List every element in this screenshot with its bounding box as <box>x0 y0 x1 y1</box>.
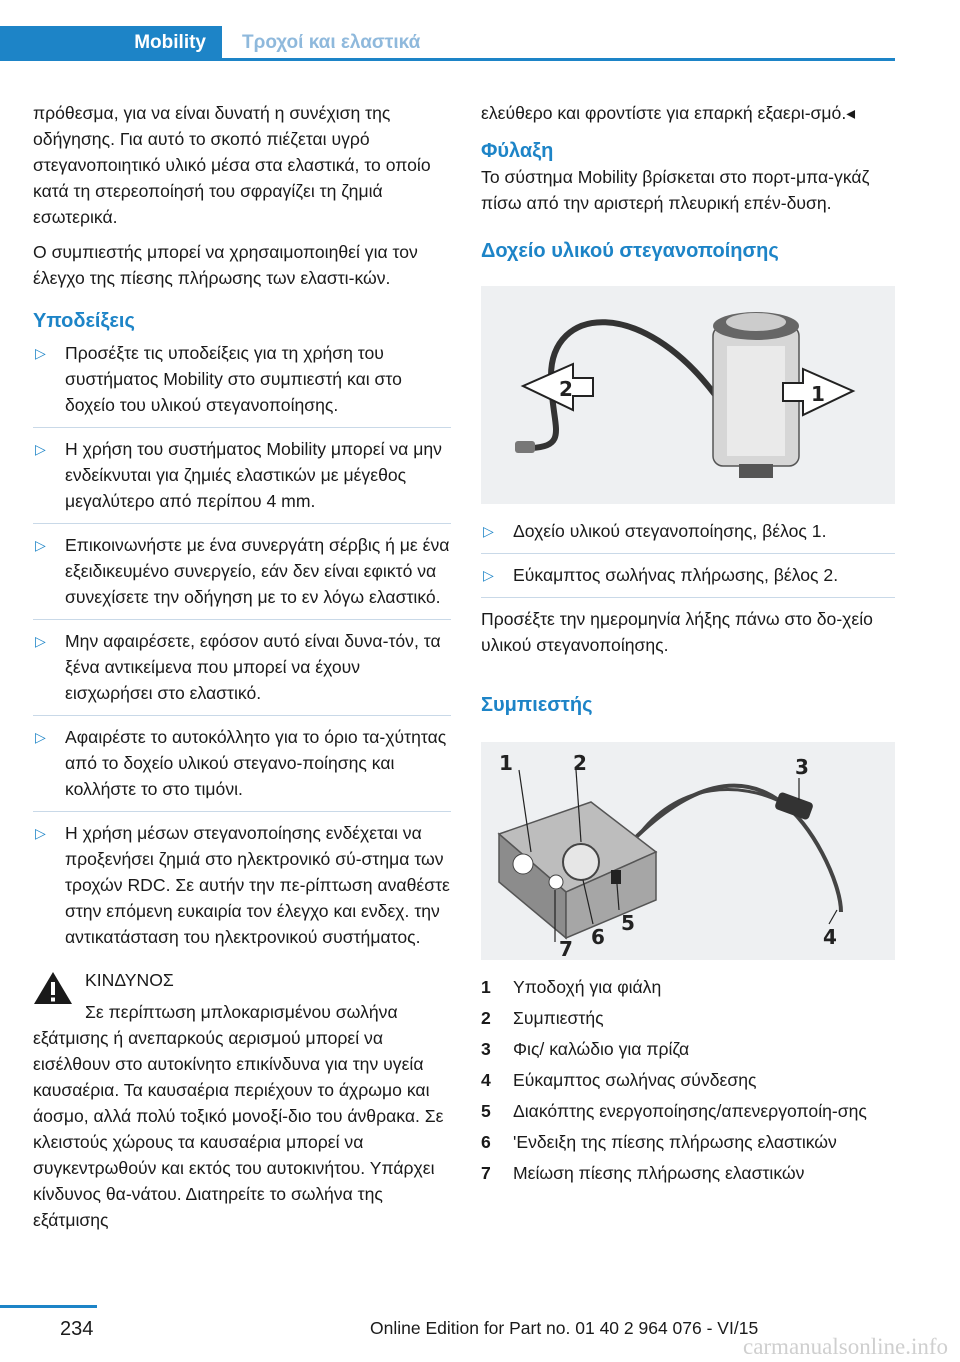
footer-rule <box>0 1305 97 1308</box>
figure-label: 6 <box>591 925 605 949</box>
list-item: ▷ Η χρήση μέσων στεγανοποίησης ενδέχεται να προξενήσει ζημιά στο ηλεκτρονικό σύ-στημα των τροχών RDC. Σε αυτήν την πε-ρίπτωση αναθέστε στην επόμενη ευκαιρία τον έλεγχο και ενδεχ. την αντικατάσταση του ηλεκτρονικού συστήματος. <box>33 820 451 959</box>
right-column <box>481 100 895 1191</box>
storage-text: Το σύστημα Mobility βρίσκεται στο πορτ-μπα-γκάζ πίσω από την αριστερή πλευρική επέν-δυση. <box>481 167 870 213</box>
list-item: ▷ Προσέξτε τις υποδείξεις για τη χρήση του συστήματος Mobility στο συμπιεστή και στο δοχείο του υλικού στεγανοποίησης. <box>33 340 451 428</box>
compressor-parts-list <box>481 974 895 1186</box>
list-item: 2 Συμπιεστής <box>481 1008 604 1028</box>
bullet-triangle-icon: ▷ <box>35 345 46 361</box>
list-item: ▷ Εύκαμπτος σωλήνας πλήρωσης, βέλος 2. <box>481 562 895 598</box>
bullet-triangle-icon: ▷ <box>483 567 494 583</box>
figure-label: 4 <box>823 925 837 949</box>
intro-paragraph-2: Ο συμπιεστής μπορεί να χρησαιμοποιηθεί για τον έλεγχο της πίεσης πλήρωσης των ελαστι-κών. <box>33 242 418 288</box>
page-header <box>0 0 960 62</box>
bullet-triangle-icon: ▷ <box>35 633 46 649</box>
list-item: ▷ Μην αφαιρέσετε, εφόσον αυτό είναι δυνα-τόν, τα ξένα αντικείμενα που μπορεί να έχουν εισχωρήσει στο ελαστικό. <box>33 628 451 716</box>
warning-triangle-icon <box>33 971 73 1005</box>
edition-text: Online Edition for Part no. 01 40 2 964 076 - VI/15 <box>370 1318 759 1338</box>
danger-warning <box>33 967 451 1233</box>
list-item: 7 Μείωση πίεσης πλήρωσης ελαστικών <box>481 1163 805 1183</box>
tab-mobility[interactable]: Mobility <box>0 26 222 60</box>
compressor-illustration <box>481 742 895 960</box>
figure-label: 7 <box>559 937 573 960</box>
list-item: ▷ Η χρήση του συστήματος Mobility μπορεί να μην ενδείκνυται για ζημιές ελαστικών με μέγεθος μεγαλύτερο από περίπου 4 mm. <box>33 436 451 524</box>
sealant-tank-figure <box>481 286 895 504</box>
list-item: 4 Εύκαμπτος σωλήνας σύνδεσης <box>481 1070 757 1090</box>
list-item: 6 'Ενδειξη της πίεσης πλήρωσης ελαστικών <box>481 1132 837 1152</box>
figure-label: 3 <box>795 755 809 779</box>
warning-text: Σε περίπτωση μπλοκαρισμένου σωλήνα εξάτμισης ή ανεπαρκούς αερισμού μπορεί να εισέλθουν στο αυτοκίνητο επικίνδυνα για την υγεία καυσαέρια. Τα καυσαέρια περιέχουν το άχρωμο και άοσμο, αλλά πολύ τοξικό μονοξί-διο του άνθρακα. Σε κλειστούς χώρους τα καυσαέρια μπορεί να συγκεντρωθούν και εκτός του αυτοκινήτου. Υπάρχει κίνδυνος θα-νάτου. Διατηρείτε το σωλήνα της εξάτμισης <box>33 1002 444 1230</box>
hints-heading: Υποδείξεις <box>33 310 135 332</box>
hints-list <box>33 340 451 959</box>
list-item: ▷ Αφαιρέστε το αυτοκόλλητο για το όριο τα-χύτητας από το δοχείο υλικού στεγανο-ποίησης και κολλήστε το στο τιμόνι. <box>33 724 451 812</box>
intro-paragraph-1: πρόθεσμα, για να είναι δυνατή η συνέχιση της οδήγησης. Για αυτό το σκοπό πιέζεται υγρό στεγανοποιητικό υλικό μέσα στα ελαστικά, το οποίο κατά τη στερεοποίησή του σφραγίζει τη ζημιά εσωτερικά. <box>33 103 431 227</box>
list-item: 3 Φις/ καλώδιο για πρίζα <box>481 1039 690 1059</box>
bullet-triangle-icon: ▷ <box>35 825 46 841</box>
expiry-note: Προσέξτε την ημερομηνία λήξης πάνω στο δο-χείο υλικού στεγανοποίησης. <box>481 609 873 655</box>
warning-title: ΚΙΝΔΥΝΟΣ <box>85 970 174 990</box>
page-number: 234 <box>60 1318 94 1340</box>
tab-wheels-tires[interactable]: Τροχοί και ελαστικά <box>242 32 421 53</box>
header-rule <box>0 58 895 61</box>
tank-list <box>481 518 895 598</box>
bullet-triangle-icon: ▷ <box>483 523 494 539</box>
list-item: ▷ Δοχείο υλικού στεγανοποίησης, βέλος 1. <box>481 518 895 554</box>
list-item: ▷ Επικοινωνήστε με ένα συνεργάτη σέρβις ή με ένα εξειδικευμένο συνεργείο, εάν δεν είναι εφικτό να συνεχίσετε την οδήγηση με το εν λόγω ελαστικό. <box>33 532 451 620</box>
compressor-heading: Συμπιεστής <box>481 694 593 716</box>
continued-paragraph: ελεύθερο και φροντίστε για επαρκή εξαερι-σμό.◂ <box>481 103 856 123</box>
bullet-triangle-icon: ▷ <box>35 441 46 457</box>
storage-heading: Φύλαξη <box>481 140 554 162</box>
bullet-triangle-icon: ▷ <box>35 537 46 553</box>
list-item: 5 Διακόπτης ενεργοποίησης/απενεργοποίη-σης <box>481 1101 867 1121</box>
figure-label: 2 <box>573 751 587 775</box>
sealant-tank-heading: Δοχείο υλικού στεγανοποίησης <box>481 240 779 262</box>
list-item: 1 Υποδοχή για φιάλη <box>481 977 662 997</box>
sealant-tank-illustration <box>481 286 895 504</box>
figure-label: 5 <box>621 911 635 935</box>
left-column <box>33 100 451 1233</box>
watermark: carmanualsonline.info <box>742 1334 948 1359</box>
bullet-triangle-icon: ▷ <box>35 729 46 745</box>
compressor-figure <box>481 742 895 960</box>
figure-label: 1 <box>811 382 825 406</box>
figure-label: 1 <box>499 751 513 775</box>
figure-label: 2 <box>559 377 573 401</box>
